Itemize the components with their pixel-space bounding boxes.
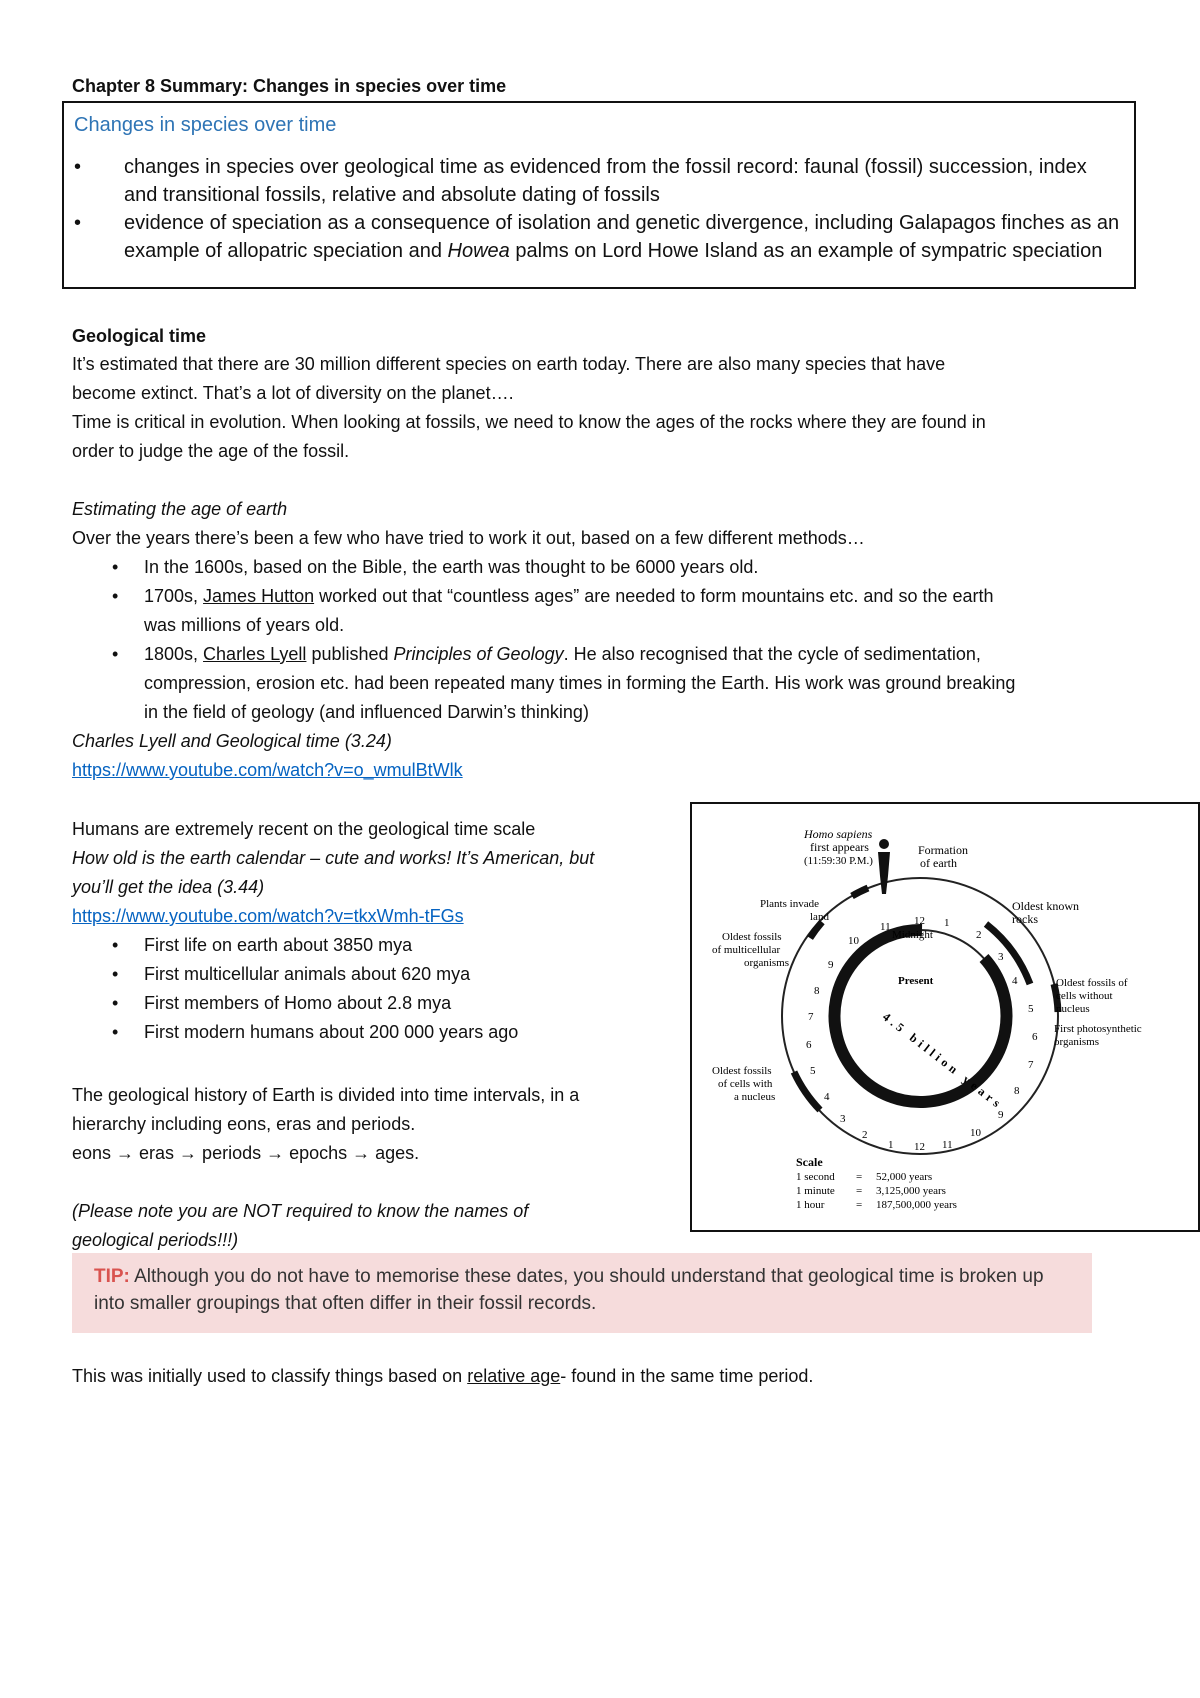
paragraph: Over the years there’s been a few who have tried to work it out, based on a few different methods…: [72, 528, 865, 548]
bullet-icon: •: [112, 964, 119, 984]
bullet-icon: •: [74, 212, 82, 234]
video-title: Charles Lyell and Geological time (3.24): [72, 731, 392, 751]
scale-unit: 1 hour: [796, 1199, 825, 1211]
label-cells-without-nucleus: Oldest fossils of: [1056, 977, 1128, 989]
plants-arc: [852, 888, 868, 896]
clock-numeral: 3: [840, 1113, 846, 1125]
syllabus-item-text: changes in species over geological time as evidenced from the fossil record: faunal (fossil) succession, index and transitional fossils, relative and absolute dating of fossils: [124, 156, 1087, 206]
bullet-icon: •: [74, 156, 82, 178]
paragraph: become extinct. That’s a lot of diversity on the planet….: [72, 383, 514, 403]
clock-numeral: 10: [970, 1127, 981, 1139]
clock-numeral: 11: [880, 921, 891, 933]
human-body-icon: [878, 852, 890, 894]
clock-numeral: 2: [976, 929, 982, 941]
scale-value: 3,125,000 years: [876, 1185, 946, 1197]
video-link[interactable]: https://www.youtube.com/watch?v=o_wmulBtWlk: [72, 760, 463, 780]
paragraph: Humans are extremely recent on the geological time scale: [72, 819, 536, 839]
paragraph: order to judge the age of the fossil.: [72, 441, 350, 461]
clock-numeral: 9: [998, 1109, 1004, 1121]
note: (Please note you are NOT required to know the names of: [72, 1201, 529, 1221]
bullet-icon: •: [112, 586, 119, 606]
label-cells-with-nucleus: a nucleus: [734, 1091, 776, 1103]
label-cells-with-nucleus: Oldest fossils: [712, 1065, 772, 1077]
clock-numeral: 5: [810, 1065, 816, 1077]
clock-numeral: 9: [828, 959, 834, 971]
label-formation: Formation: [918, 843, 968, 857]
document-page: Chapter 8 Summary: Changes in species over time Changes in species over time • changes in species over geological time as evidenced from the fossil record: faunal (fossil) succession, index and transitional fossils, relative and absolute dating of fossils • evidence of speciation as a consequence of isolation and genetic divergence, including Galapagos finches as an example of allopatric speciation and Howea palms on Lord Howe Island as an example of sympatric speciation Geological time It’s estimated that there are 30 million different species on earth today. There are also many species that have become extinct. That’s a lot of diversity on the planet…. Time is critical in evolution. When looking at fossils, we need to know the ages of the rocks where they are found in order to judge the age of the fossil. Estimating the age of earth Over the years there’s been a few who have tried to work it out, based on a few different methods… • In the 1600s, based on the Bible, the earth was thought to be 6000 years old. • 1700s, James Hutton worked out that “countless ages” are needed to form mountains etc. and so the earth was millions of years old. • 1800s, Charles Lyell published Principles of Geology. He also recognised that the cycle of sedimentation, compression, erosion etc. had been repeated many times in forming the Earth. His work was ground breaking in the field of geology (and influenced Darwin’s thinking) Charles Lyell and Geological time (3.24) https://www.youtube.com/watch?v=o_wmulBtWlk Humans are extremely recent on the geological time scale How old is the earth calendar – cute and works! It’s American, but you’ll get the idea (3.44) https://www.youtube.com/watch?v=tkxWmh-tFGs • First life on earth about 3850 mya • First multicellular animals about 620 mya • First members of Homo about 2.8 mya • First modern humans about 200 000 years ago The geological history of Earth is divided into time intervals, in a hierarchy including eons, eras and periods. eons → eras → periods → epochs → ages. (Please note you are NOT required to know the names of geological periods!!!) Homo sapiens first appears (11:59:30 P.M.) Formation of earth Plants invade land Oldest known rocks Oldest fossils of multicellular organisms Oldest fossils of cells without nucleus First photosynthetic organisms Oldest fossils of cells with a nucleus Midnight Present 4.5 billion years 12 1 2 3 4 5 6 7 8 9 10 11 12 1 2 3 4 5 6 7 8 9 10 11 Scale 1 second = 52,000 years 1 minute = 3,125,000 years 1 hour = 187,500,000 years TIP: Although you do not have to memorise these dates, you should understand that geological time is broken up into smaller groupings that often differ in their fossil records. This was initially used to classify things based on relative age- found in the same time period.: [0, 0, 1200, 1698]
label-photosynthetic: organisms: [1054, 1036, 1100, 1048]
bullet-icon: •: [112, 993, 119, 1013]
clock-numeral: 7: [808, 1011, 814, 1023]
bullet-icon: •: [112, 935, 119, 955]
scale-unit: 1 second: [796, 1171, 835, 1183]
paragraph: hierarchy including eons, eras and periods.: [72, 1114, 416, 1134]
label-oldest-rocks: Oldest known: [1012, 899, 1079, 913]
paragraph: eons → eras → periods → epochs → ages.: [72, 1143, 420, 1163]
label-cells-without-nucleus: cells without: [1056, 990, 1113, 1002]
tip-text: Although you do not have to memorise these dates, you should understand that geological time is broken up into smaller groupings that often differ in their fossil records.: [94, 1266, 1044, 1314]
label-homo-sapiens: first appears: [810, 840, 869, 854]
tip-label: TIP:: [94, 1266, 130, 1287]
scale-equals: =: [856, 1171, 863, 1183]
syllabus-heading: Changes in species over time: [74, 114, 337, 136]
label-multicellular: Oldest fossils: [722, 931, 782, 943]
clock-numeral: 3: [998, 951, 1004, 963]
scale-title: Scale: [796, 1155, 823, 1169]
label-plants: Plants invade: [760, 898, 819, 910]
video-title: How old is the earth calendar – cute and works! It’s American, but: [72, 848, 595, 868]
label-homo-sapiens: (11:59:30 P.M.): [804, 855, 873, 867]
bullet-icon: •: [112, 644, 119, 664]
list-item-continuation: compression, erosion etc. had been repeated many times in forming the Earth. His work was ground breaking: [144, 673, 1016, 693]
syllabus-box: [62, 101, 1136, 289]
earth-clock-figure: [690, 802, 1200, 1232]
label-plants: land: [810, 911, 829, 923]
clock-numeral: 4: [1012, 975, 1018, 987]
clock-numeral: 6: [806, 1039, 812, 1051]
list-item-continuation: was millions of years old.: [144, 615, 345, 635]
clock-numeral: 8: [814, 985, 820, 997]
scale-equals: =: [856, 1185, 863, 1197]
label-cells-with-nucleus: of cells with: [718, 1078, 773, 1090]
paragraph: It’s estimated that there are 30 million different species on earth today. There are also many species that have: [72, 354, 946, 374]
video-link[interactable]: https://www.youtube.com/watch?v=tkxWmh-tFGs: [72, 906, 464, 926]
closing-paragraph: This was initially used to classify things based on relative age- found in the same time period.: [72, 1366, 814, 1386]
label-photosynthetic: First photosynthetic: [1054, 1023, 1142, 1035]
video-title: you’ll get the idea (3.44): [72, 877, 265, 897]
clock-numeral: 7: [1028, 1059, 1034, 1071]
clock-numeral: 1: [944, 917, 950, 929]
note: geological periods!!!): [72, 1230, 239, 1250]
bullet-icon: •: [112, 557, 119, 577]
label-formation: of earth: [920, 856, 957, 870]
syllabus-item-text: evidence of speciation as a consequence of isolation and genetic divergence, including Galapagos finches as an example of allopatric speciation and Howea palms on Lord Howe Island as an example of sympatric speciation: [124, 212, 1120, 262]
clock-numeral: 6: [1032, 1031, 1038, 1043]
clock-numeral: 1: [888, 1139, 894, 1151]
human-figure-icon: [879, 839, 889, 849]
scale-value: 52,000 years: [876, 1171, 933, 1183]
nucleus-arc: [794, 1072, 820, 1110]
label-multicellular: organisms: [744, 957, 790, 969]
label-billion-years: 4.5 billion years: [880, 1009, 1007, 1113]
clock-numeral: 8: [1014, 1085, 1020, 1097]
clock-numeral: 4: [824, 1091, 830, 1103]
scale-value: 187,500,000 years: [876, 1199, 957, 1211]
label-homo-sapiens: Homo sapiens: [804, 827, 873, 841]
label-cells-without-nucleus: nucleus: [1056, 1003, 1090, 1015]
chapter-title: Chapter 8 Summary: Changes in species over time: [72, 76, 507, 96]
scale-equals: =: [856, 1199, 863, 1211]
clock-numeral: 5: [1028, 1003, 1034, 1015]
label-present: Present: [898, 975, 934, 987]
earth-clock-diagram: [692, 804, 1198, 1230]
tip-box: [72, 1253, 1092, 1333]
scale-unit: 1 minute: [796, 1185, 835, 1197]
multicellular-arc: [810, 922, 822, 938]
label-multicellular: of multicellular: [712, 944, 781, 956]
section-heading-geological-time: Geological time: [72, 326, 207, 346]
clock-numeral: 11: [942, 1139, 953, 1151]
label-midnight: Midnight: [892, 929, 933, 941]
clock-numeral: 12: [914, 1141, 925, 1153]
clock-numeral: 12: [914, 915, 925, 927]
clock-numeral: 10: [848, 935, 859, 947]
bullet-icon: •: [112, 1022, 119, 1042]
label-oldest-rocks: rocks: [1012, 912, 1038, 926]
subheading-estimating: Estimating the age of earth: [72, 499, 288, 519]
paragraph: Time is critical in evolution. When looking at fossils, we need to know the ages of the rocks where they are found in: [72, 412, 986, 432]
clock-numeral: 2: [862, 1129, 868, 1141]
list-item-continuation: in the field of geology (and influenced Darwin’s thinking): [144, 702, 589, 722]
paragraph: The geological history of Earth is divided into time intervals, in a: [72, 1085, 580, 1105]
